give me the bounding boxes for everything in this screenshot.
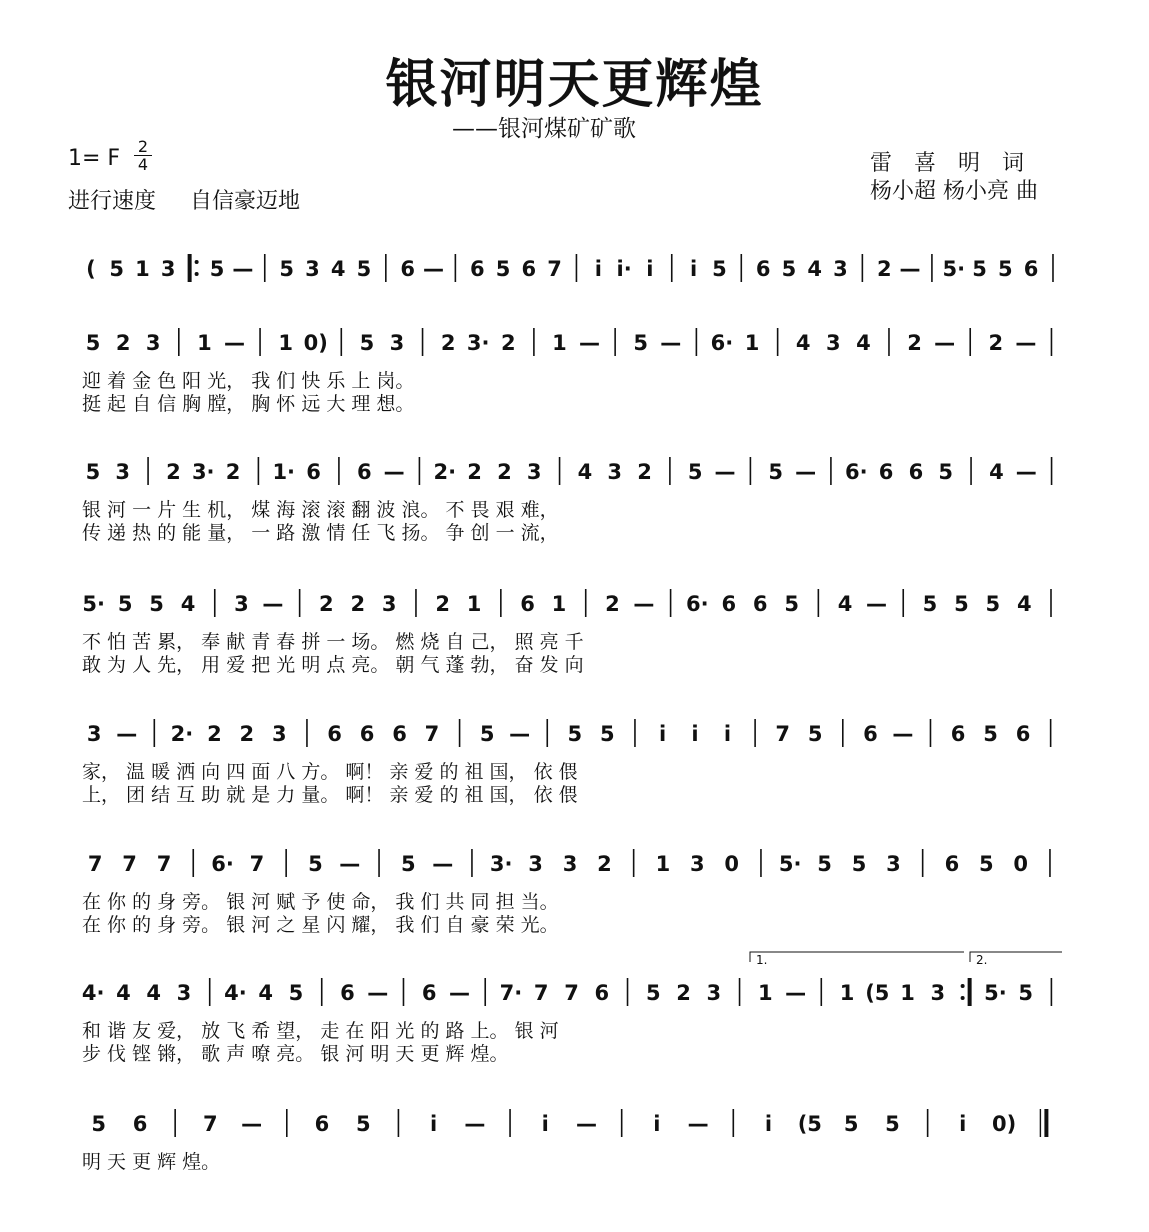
note: i [594,257,602,281]
note: 2 [467,460,482,484]
note: 1 [197,331,212,355]
note: 5 [687,460,703,484]
lyric-line: 和 谐 友 爱， 放 飞 希 望， 走 在 阳 光 的 路 上。 银 河 [82,1020,559,1042]
note: 2 [500,331,516,355]
note: 6 [594,981,610,1005]
note: 5 [109,257,124,281]
note: 5· [82,592,106,616]
note: 1 [655,852,671,876]
time-signature-denominator: 4 [137,155,149,174]
note: 2 [497,460,512,484]
note: 2 [637,460,652,484]
note: 3 [562,852,578,876]
note: i [690,257,698,281]
note: 6 [421,981,437,1005]
note: 0) [992,1112,1017,1136]
note: 6 [721,592,737,616]
note: 1 [466,592,482,616]
repeat-dot [961,984,965,988]
note: 2 [597,852,612,876]
score-line [82,952,1062,1065]
lyric-line: 步 伐 铿 锵， 歌 声 嘹 亮。 银 河 明 天 更 辉 煌。 [82,1043,509,1065]
note: 6· [710,331,734,355]
note: i [691,722,699,746]
tempo-label: 进行速度 [68,189,157,214]
note: — [432,852,454,876]
note: 6 [132,1112,148,1136]
note: 5 [308,852,323,876]
note: 5 [645,981,661,1005]
note: 3 [689,852,705,876]
note: 5 [983,722,998,746]
note: 6 [950,722,966,746]
note: 1 [278,331,293,355]
note: 5 [851,852,867,876]
note: 3 [381,592,397,616]
note: 7 [533,981,549,1005]
score-line [86,254,1053,282]
note: ( [86,257,96,281]
note: 5· [942,257,966,281]
note: 2 [676,981,691,1005]
note: 5 [567,722,583,746]
note: — [422,257,444,281]
note: 4 [116,981,131,1005]
note: 5 [400,852,416,876]
note: 6 [314,1112,330,1136]
note: 5 [781,257,797,281]
note: i [429,1112,438,1136]
note: — [464,1112,486,1136]
note: 3 [234,592,249,616]
note: — [367,981,389,1005]
note: 3 [607,460,623,484]
note: i [959,1112,967,1136]
note: 7 [424,722,440,746]
lyric-line: 敢 为 人 先， 用 爱 把 光 明 点 亮。 朝 气 蓬 勃， 奋 发 向 [82,654,584,676]
note: 5 [954,592,969,616]
note: 2 [907,331,922,355]
note: 5 [885,1112,900,1136]
note: 3 [528,852,543,876]
note: 3 [526,460,542,484]
note: 5· [778,852,802,876]
lyric-line: 明 天 更 辉 煌。 [82,1151,221,1173]
note: 1 [900,981,915,1005]
note: — [687,1112,709,1136]
note: 6 [752,592,768,616]
note: 6 [327,722,342,746]
note: 5 [817,852,832,876]
note: i· [616,257,632,281]
note: 7 [87,852,103,876]
lyric-line: 在 你 的 身 旁。 银 河 赋 予 使 命， 我 们 共 同 担 当。 [82,891,559,913]
note: 6· [844,460,868,484]
score-line [82,589,1051,676]
note: 2 [435,592,450,616]
note: 7· [499,981,523,1005]
lyric-line: 不 怕 苦 累， 奉 献 青 春 拼 一 场。 燃 烧 自 己， 照 亮 千 [82,631,584,653]
note: 5 [712,257,727,281]
note: 4 [258,981,274,1005]
note: 3· [191,460,215,484]
note: 3 [176,981,192,1005]
note: 5 [807,722,823,746]
note: i [658,722,667,746]
lyricist-credit: 雷喜明词 [870,151,1047,176]
note: — [714,460,736,484]
note: 2 [319,592,334,616]
note: 4 [146,981,162,1005]
note: 2 [166,460,181,484]
note: 6 [520,592,535,616]
note: — [116,722,138,746]
note: 2 [988,331,1004,355]
note: 3 [886,852,901,876]
note: 4· [224,981,247,1005]
note: 4 [795,331,811,355]
note: 2 [440,331,456,355]
note: 5 [149,592,164,616]
note: 5 [998,257,1013,281]
note: 5· [984,981,1007,1005]
note: 5 [843,1112,859,1136]
note: 2 [207,722,222,746]
lyric-line: 银 河 一 片 生 机， 煤 海 滚 滚 翻 波 浪。 不 畏 艰 难， [82,499,559,521]
lyric-line: 家， 温 暖 洒 向 四 面 八 方。 啊！ 亲 爱 的 祖 国， 依 偎 [82,761,578,783]
note: 3 [145,331,161,355]
note: 5 [85,460,101,484]
note: 5 [784,592,799,616]
note: — [633,592,655,616]
note: 4· [81,981,105,1005]
note: 6 [1023,257,1039,281]
lyric-line: 挺 起 自 信 胸 膛， 胸 怀 远 大 理 想。 [82,393,415,415]
note: 4 [577,460,593,484]
note: i [541,1112,549,1136]
repeat-dot [961,996,965,1000]
note: (5 [865,981,890,1005]
note: 6 [908,460,924,484]
note: 5 [1018,981,1033,1005]
note: (5 [797,1112,822,1136]
note: 5 [91,1112,106,1136]
note: — [448,981,470,1005]
note: 1 [551,592,567,616]
note: 2 [115,331,131,355]
note: 4 [807,257,823,281]
note: 0) [303,331,328,355]
lyric-line: 上， 团 结 互 助 就 是 力 量。 啊！ 亲 爱 的 祖 国， 依 偎 [82,784,578,806]
tempo-mood: 自信豪迈地 [190,189,301,214]
note: 6 [878,460,894,484]
note: — [785,981,807,1005]
note: 5 [355,1112,371,1136]
note: — [509,722,531,746]
note: 1 [135,257,150,281]
volta-bracket [750,952,964,962]
note: 5 [288,981,304,1005]
note: 5 [600,722,615,746]
note: 7 [564,981,579,1005]
note: 5 [356,257,372,281]
note: 1 [757,981,773,1005]
note: 3 [160,257,176,281]
note: — [795,460,817,484]
note: 5 [85,331,101,355]
note: 3· [489,852,513,876]
score-line [82,719,1051,806]
note: 0 [1013,852,1029,876]
key-signature: 1= F [68,146,121,171]
note: 5 [279,257,294,281]
note: — [576,1112,598,1136]
time-signature-numerator: 2 [134,138,152,156]
note: 6 [469,257,485,281]
note: 3 [86,722,102,746]
note: — [899,257,921,281]
note: 1 [744,331,760,355]
repeat-dot [195,272,199,276]
note: 2 [605,592,620,616]
note: 3 [272,722,287,746]
note: 6 [863,722,878,746]
note: 6 [306,460,321,484]
volta-label: 2. [976,953,988,967]
note: i [764,1112,773,1136]
note: — [339,852,361,876]
note: 3 [305,257,320,281]
note: 6 [755,257,771,281]
note: 7 [122,852,137,876]
note: 5 [479,722,495,746]
note: — [223,331,245,355]
note: 2· [433,460,457,484]
note: i [723,722,732,746]
note: 1 [839,981,855,1005]
note: 5 [978,852,994,876]
note: 0 [724,852,740,876]
note: 6 [359,722,375,746]
note: 5 [117,592,133,616]
note: 5 [938,460,954,484]
note: — [383,460,405,484]
note: 5 [972,257,987,281]
note: 6 [944,852,960,876]
note: 7 [775,722,791,746]
note: 3 [706,981,722,1005]
note: 6· [211,852,234,876]
volta-label: 1. [756,953,768,967]
score-line [82,328,1051,415]
note: 4 [989,460,1004,484]
note: 3 [115,460,131,484]
score-line [82,1109,1046,1173]
note: — [579,331,601,355]
composer-credit: 杨小超 杨小亮 曲 [870,179,1038,204]
note: 5 [768,460,784,484]
note: — [660,331,682,355]
note: — [892,722,914,746]
note: 2 [350,592,366,616]
note: 6 [400,257,416,281]
note: 4 [856,331,871,355]
note: 6 [521,257,537,281]
note: 7 [249,852,265,876]
song-title: 银河明天更辉煌 [385,55,764,115]
note: 3 [825,331,841,355]
note: 1· [272,460,296,484]
lyric-line: 传 递 热 的 能 量， 一 路 激 情 任 飞 扬。 争 创 一 流， [82,522,559,544]
note: 6 [356,460,372,484]
note: 5 [359,331,375,355]
note: 4 [330,257,346,281]
note: 2 [225,460,241,484]
note: 1 [552,331,567,355]
note: — [866,592,888,616]
lyric-line: 迎 着 金 色 阳 光， 我 们 快 乐 上 岗。 [82,370,415,392]
note: 5 [985,592,1001,616]
note: — [934,331,956,355]
note: 4 [1016,592,1032,616]
lyric-line: 在 你 的 身 旁。 银 河 之 星 闪 耀， 我 们 自 豪 荣 光。 [82,914,559,936]
note: 4 [837,592,853,616]
note: 5 [495,257,511,281]
note: 4 [180,592,196,616]
note: 5 [633,331,649,355]
score-line [82,849,1050,936]
repeat-dot [195,260,199,264]
note: 6 [392,722,407,746]
note: — [1015,460,1037,484]
score-line [82,457,1052,544]
note: 3· [466,331,490,355]
note: 5 [209,257,225,281]
note: 6 [340,981,355,1005]
note: — [1015,331,1037,355]
note: 7 [202,1112,218,1136]
note: 7 [547,257,562,281]
note: 6 [1015,722,1031,746]
song-subtitle: ——银河煤矿矿歌 [452,116,636,142]
note: — [232,257,254,281]
note: i [653,1112,661,1136]
note: 5 [922,592,938,616]
note: 2· [170,722,194,746]
note: 2 [239,722,255,746]
note: — [262,592,284,616]
note: — [241,1112,263,1136]
note: i [646,257,654,281]
note: 6· [686,592,709,616]
note: 7 [156,852,172,876]
note: 2 [876,257,892,281]
note: 3 [833,257,848,281]
note: 3 [389,331,405,355]
note: 3 [930,981,946,1005]
